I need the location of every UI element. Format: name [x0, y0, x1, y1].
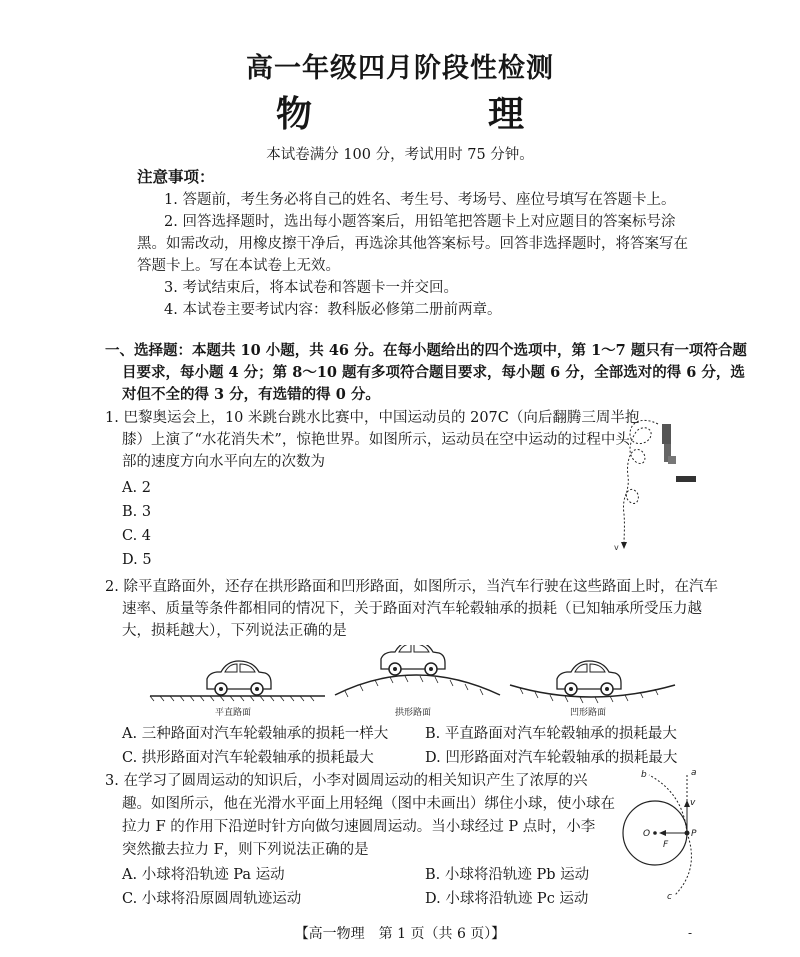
velocity-label: v — [614, 543, 619, 552]
notes-line: 3. 考试结束后，将本试卷和答题卡一并交回。 — [164, 280, 458, 296]
section-instructions: 对但不全的得 3 分，有选错的得 0 分。 — [122, 386, 380, 403]
notes-heading: 注意事项： — [137, 167, 215, 186]
question-1-stem: 膝）上演了“水花消失术”，惊艳世界。如图所示，运动员在空中运动的过程中头 — [122, 432, 630, 448]
question-1-option-c: C. 4 — [122, 528, 152, 544]
label-c: c — [667, 892, 672, 902]
question-2-stem: 2. 除平直路面外，还存在拱形路面和凹形路面，如图所示，当汽车行驶在这些路面上时，在汽车 — [105, 579, 718, 595]
notes-line: 4. 本试卷主要考试内容：教科版必修第二册前两章。 — [164, 302, 502, 318]
question-3-option-d: D. 小球将沿轨迹 Pc 运动 — [425, 891, 589, 907]
flat-road — [150, 661, 325, 701]
caption-concave-road: 凹形路面 — [570, 708, 607, 718]
question-2-stem: 速率、质量等条件都相同的情况下，关于路面对汽车轮毂轴承的损耗（已知轴承所受压力越 — [122, 601, 702, 617]
notes-line: 2. 回答选择题时，选出每小题答案后，用铅笔把答题卡上对应题目的答案标号涂 — [164, 214, 676, 230]
question-3-stem: 突然撤去拉力 F，则下列说法正确的是 — [122, 842, 369, 858]
caption-flat-road: 平直路面 — [215, 708, 252, 718]
arch-road — [335, 645, 500, 697]
section-instructions: 目要求，每小题 4 分；第 8～10 题有多项符合题目要求，每小题 6 分，全部选对的得 6 分，选 — [122, 364, 745, 381]
question-2-stem: 大，损耗越大），下列说法正确的是 — [122, 623, 347, 639]
question-2-option-c: C. 拱形路面对汽车轮毂轴承的损耗最大 — [122, 750, 374, 766]
label-a: a — [691, 768, 697, 778]
question-2-option-d: D. 凹形路面对汽车轮毂轴承的损耗最大 — [425, 750, 678, 766]
notes-line: 答题卡上。写在本试卷上无效。 — [137, 258, 340, 274]
exam-title: 高一年级四月阶段性检测 — [246, 53, 554, 84]
exam-info: 本试卷满分 100 分，考试用时 75 分钟。 — [266, 147, 534, 163]
circular-motion-figure — [605, 765, 720, 915]
question-3-option-a: A. 小球将沿轨迹 Pa 运动 — [122, 867, 285, 883]
diver-trajectory-figure — [600, 410, 710, 555]
question-1-stem: 1. 巴黎奥运会上，10 米跳台跳水比赛中，中国运动员的 207C（向后翻腾三周半抱 — [105, 410, 640, 426]
label-v: v — [690, 798, 696, 808]
exam-subject: 物 理 — [275, 93, 594, 135]
caption-arch-road: 拱形路面 — [395, 708, 432, 718]
footer-mark: - — [688, 926, 693, 940]
question-1-stem: 部的速度方向水平向左的次数为 — [122, 454, 325, 470]
question-3-stem: 3. 在学习了圆周运动的知识后，小李对圆周运动的相关知识产生了浓厚的兴 — [105, 773, 588, 789]
page-footer: 【高一物理 第 1 页（共 6 页）】 — [294, 926, 506, 942]
question-3-stem: 拉力 F 的作用下沿逆时针方向做匀速圆周运动。当小球经过 P 点时，小李 — [122, 819, 596, 835]
question-2-option-a: A. 三种路面对汽车轮毂轴承的损耗一样大 — [122, 726, 389, 742]
label-F: F — [663, 840, 669, 850]
notes-line: 黑。如需改动，用橡皮擦干净后，再选涂其他答案标号。回答非选择题时，将答案写在 — [137, 236, 688, 252]
question-3-option-b: B. 小球将沿轨迹 Pb 运动 — [425, 867, 590, 883]
question-1-option-b: B. 3 — [122, 504, 152, 520]
label-O: O — [643, 829, 651, 839]
question-3-option-c: C. 小球将沿原圆周轨迹运动 — [122, 891, 302, 907]
label-b: b — [641, 770, 647, 780]
question-1-option-a: A. 2 — [122, 480, 151, 496]
label-P: P — [691, 829, 697, 839]
concave-road — [510, 661, 675, 703]
question-2-option-b: B. 平直路面对汽车轮毂轴承的损耗最大 — [425, 726, 677, 742]
notes-line: 1. 答题前，考生务必将自己的姓名、考生号、考场号、座位号填写在答题卡上。 — [164, 192, 676, 208]
question-3-stem: 趣。如图所示，他在光滑水平面上用轻绳（图中未画出）绑住小球，使小球在 — [122, 796, 615, 812]
question-1-option-d: D. 5 — [122, 552, 152, 568]
section-instructions: 一、选择题：本题共 10 小题，共 46 分。在每小题给出的四个选项中，第 1～7 题只有一项符合题 — [105, 342, 747, 359]
